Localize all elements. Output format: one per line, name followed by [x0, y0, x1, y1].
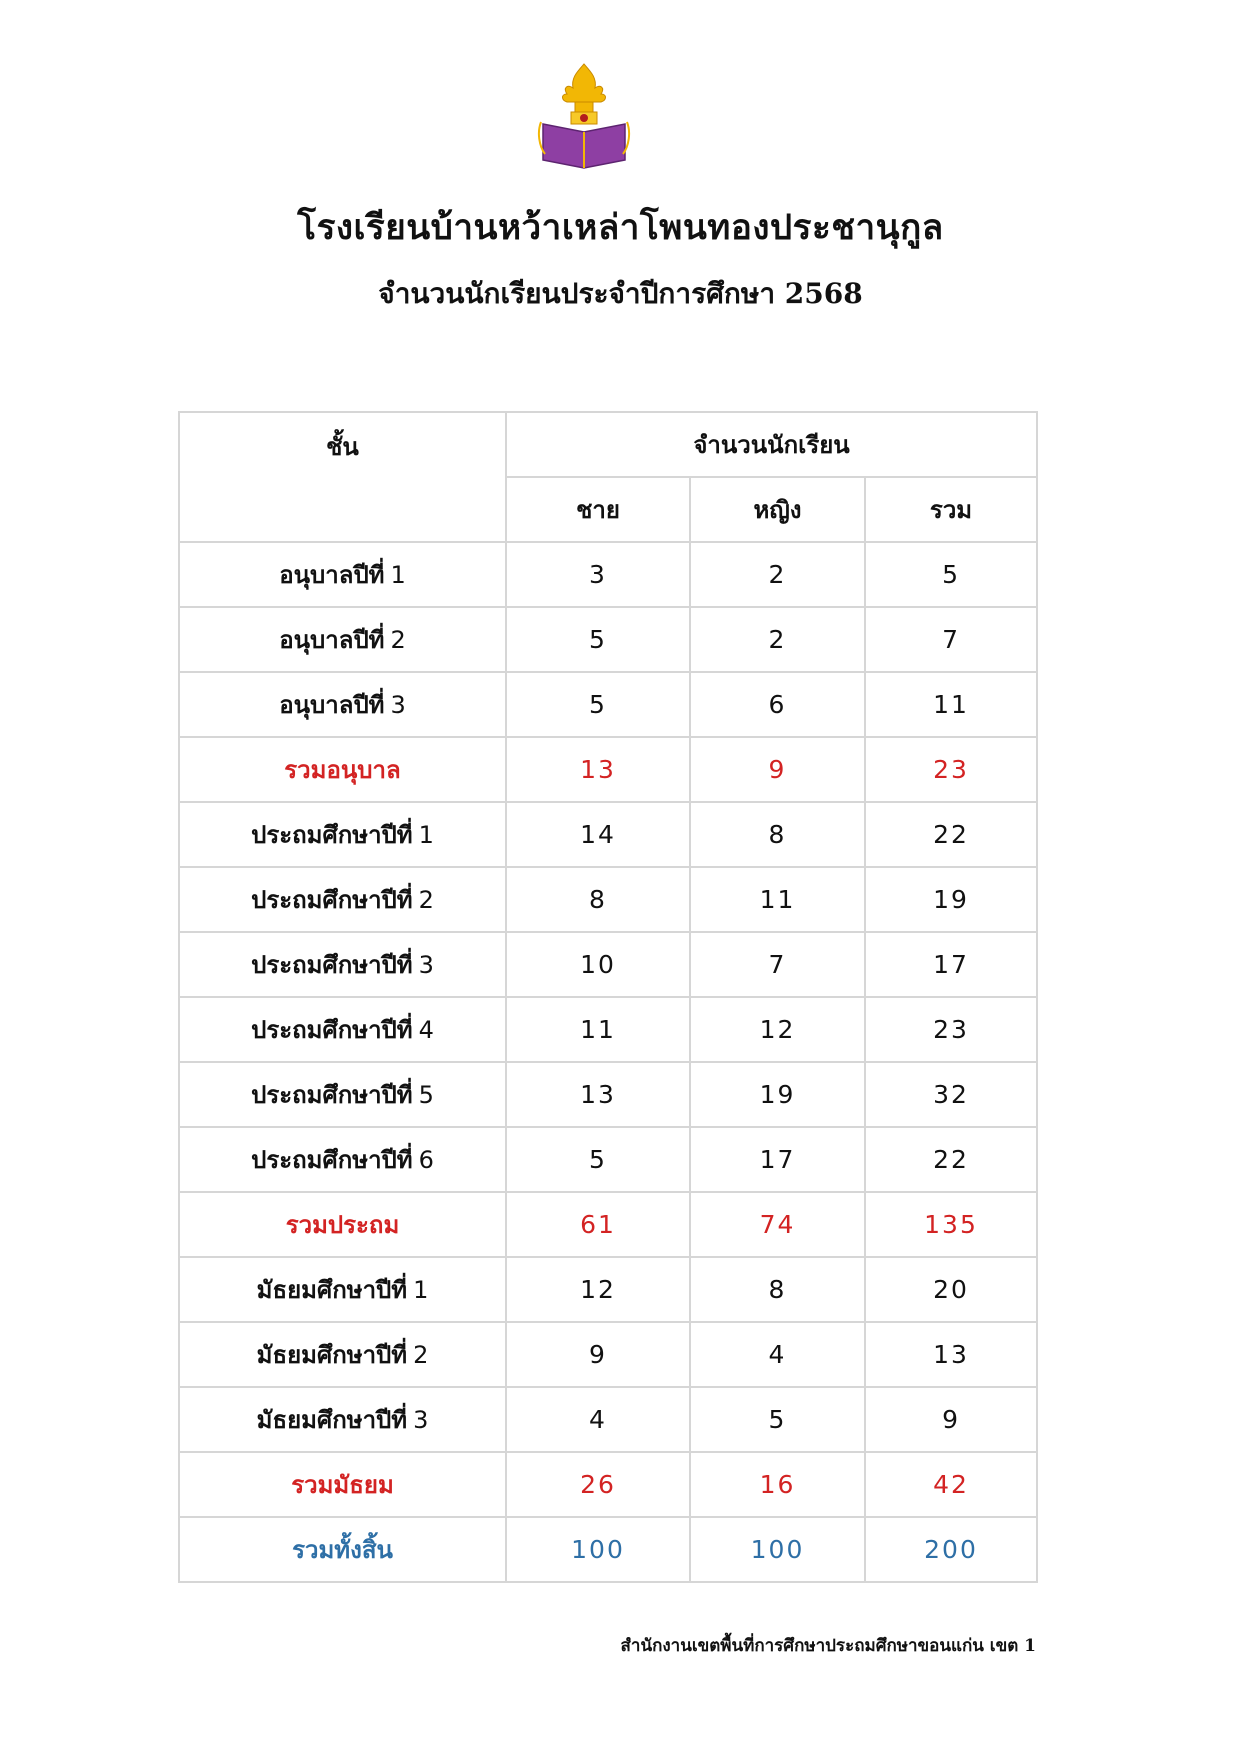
female-count-cell: 2 [690, 607, 865, 672]
total-count-cell: 23 [865, 737, 1037, 802]
enrollment-table [178, 411, 1038, 1583]
grade-level: 4 [418, 1016, 434, 1044]
female-count-cell: 2 [690, 542, 865, 607]
table-row [179, 1192, 1037, 1257]
header-male: ชาย [506, 477, 690, 542]
grade-label: รวมอนุบาล [284, 756, 401, 784]
grade-label: ประถมศึกษาปีที่ [251, 951, 413, 979]
total-count-cell: 20 [865, 1257, 1037, 1322]
grade-cell [179, 1192, 506, 1257]
grade-label: ประถมศึกษาปีที่ [251, 886, 413, 914]
page-subtitle: จำนวนนักเรียนประจำปีการศึกษา 2568 [378, 277, 863, 310]
grade-cell [179, 607, 506, 672]
table-row [179, 1322, 1037, 1387]
grade-level: 3 [418, 951, 434, 979]
grade-label: อนุบาลปีที่ [279, 561, 385, 589]
header-total: รวม [865, 477, 1037, 542]
total-count-cell: 5 [865, 542, 1037, 607]
total-count-cell: 11 [865, 672, 1037, 737]
grade-cell [179, 802, 506, 867]
grade-level: 5 [418, 1081, 434, 1109]
grade-label: มัธยมศึกษาปีที่ [256, 1341, 408, 1369]
grade-cell [179, 1062, 506, 1127]
female-count-cell: 6 [690, 672, 865, 737]
grade-label: ประถมศึกษาปีที่ [251, 1146, 413, 1174]
female-count-cell: 12 [690, 997, 865, 1062]
grade-level: 2 [418, 886, 434, 914]
grade-cell [179, 1387, 506, 1452]
female-count-cell: 9 [690, 737, 865, 802]
grade-level: 1 [413, 1276, 429, 1304]
male-count-cell: 5 [506, 607, 690, 672]
total-count-cell: 23 [865, 997, 1037, 1062]
total-count-cell: 9 [865, 1387, 1037, 1452]
grade-level: 2 [413, 1341, 429, 1369]
grade-level: 1 [418, 821, 434, 849]
female-count-cell: 4 [690, 1322, 865, 1387]
school-crest-graphic [537, 62, 631, 174]
table-row [179, 1127, 1037, 1192]
grade-cell [179, 867, 506, 932]
total-count-cell: 19 [865, 867, 1037, 932]
grade-cell [179, 1127, 506, 1192]
female-count-cell: 74 [690, 1192, 865, 1257]
school-name: โรงเรียนบ้านหว้าเหล่าโพนทองประชานุกูล [297, 207, 944, 248]
total-count-cell: 135 [865, 1192, 1037, 1257]
header-student-count: จำนวนนักเรียน [506, 412, 1037, 477]
table-row [179, 1062, 1037, 1127]
female-count-cell: 100 [690, 1517, 865, 1582]
grade-cell [179, 737, 506, 802]
table-row [179, 1387, 1037, 1452]
footer-office: สำนักงานเขตพื้นที่การศึกษาประถมศึกษาขอนแก่น เขต 1 [620, 1636, 1036, 1656]
grade-cell [179, 1322, 506, 1387]
grade-cell [179, 932, 506, 997]
grade-level: 2 [390, 626, 406, 654]
table-row [179, 802, 1037, 867]
grade-label: ประถมศึกษาปีที่ [251, 821, 413, 849]
grade-label: ประถมศึกษาปีที่ [251, 1081, 413, 1109]
grade-label: อนุบาลปีที่ [279, 626, 385, 654]
grade-level: 6 [418, 1146, 434, 1174]
grade-label: มัธยมศึกษาปีที่ [256, 1406, 408, 1434]
table-row [179, 1257, 1037, 1322]
grade-cell [179, 542, 506, 607]
grade-level: 1 [390, 561, 406, 589]
male-count-cell: 5 [506, 1127, 690, 1192]
male-count-cell: 10 [506, 932, 690, 997]
school-crest-icon [537, 62, 631, 174]
female-count-cell: 8 [690, 802, 865, 867]
table-body [179, 542, 1037, 1582]
grade-cell [179, 672, 506, 737]
female-count-cell: 17 [690, 1127, 865, 1192]
total-count-cell: 17 [865, 932, 1037, 997]
female-count-cell: 16 [690, 1452, 865, 1517]
table-row [179, 542, 1037, 607]
male-count-cell: 8 [506, 867, 690, 932]
total-count-cell: 13 [865, 1322, 1037, 1387]
grade-label: อนุบาลปีที่ [279, 691, 385, 719]
table-row [179, 932, 1037, 997]
grade-level: 3 [390, 691, 406, 719]
table-row [179, 1517, 1037, 1582]
male-count-cell: 9 [506, 1322, 690, 1387]
table-row [179, 737, 1037, 802]
total-count-cell: 32 [865, 1062, 1037, 1127]
grade-label: รวมมัธยม [291, 1471, 394, 1499]
table-row [179, 1452, 1037, 1517]
male-count-cell: 100 [506, 1517, 690, 1582]
female-count-cell: 7 [690, 932, 865, 997]
male-count-cell: 14 [506, 802, 690, 867]
grade-label: รวมทั้งสิ้น [292, 1536, 393, 1564]
grade-cell [179, 1257, 506, 1322]
male-count-cell: 11 [506, 997, 690, 1062]
header-grade: ชั้น [179, 412, 506, 542]
total-count-cell: 7 [865, 607, 1037, 672]
header-female: หญิง [690, 477, 865, 542]
grade-label: ประถมศึกษาปีที่ [251, 1016, 413, 1044]
table-row [179, 607, 1037, 672]
table-row [179, 997, 1037, 1062]
grade-cell [179, 997, 506, 1062]
grade-label: รวมประถม [285, 1211, 400, 1239]
grade-level: 3 [413, 1406, 429, 1434]
female-count-cell: 11 [690, 867, 865, 932]
male-count-cell: 61 [506, 1192, 690, 1257]
female-count-cell: 19 [690, 1062, 865, 1127]
total-count-cell: 22 [865, 1127, 1037, 1192]
female-count-cell: 8 [690, 1257, 865, 1322]
male-count-cell: 26 [506, 1452, 690, 1517]
male-count-cell: 3 [506, 542, 690, 607]
table-row [179, 867, 1037, 932]
grade-cell [179, 1452, 506, 1517]
male-count-cell: 13 [506, 1062, 690, 1127]
male-count-cell: 4 [506, 1387, 690, 1452]
total-count-cell: 22 [865, 802, 1037, 867]
male-count-cell: 13 [506, 737, 690, 802]
grade-cell [179, 1517, 506, 1582]
male-count-cell: 12 [506, 1257, 690, 1322]
grade-label: มัธยมศึกษาปีที่ [256, 1276, 408, 1304]
total-count-cell: 200 [865, 1517, 1037, 1582]
female-count-cell: 5 [690, 1387, 865, 1452]
male-count-cell: 5 [506, 672, 690, 737]
table-row [179, 672, 1037, 737]
total-count-cell: 42 [865, 1452, 1037, 1517]
